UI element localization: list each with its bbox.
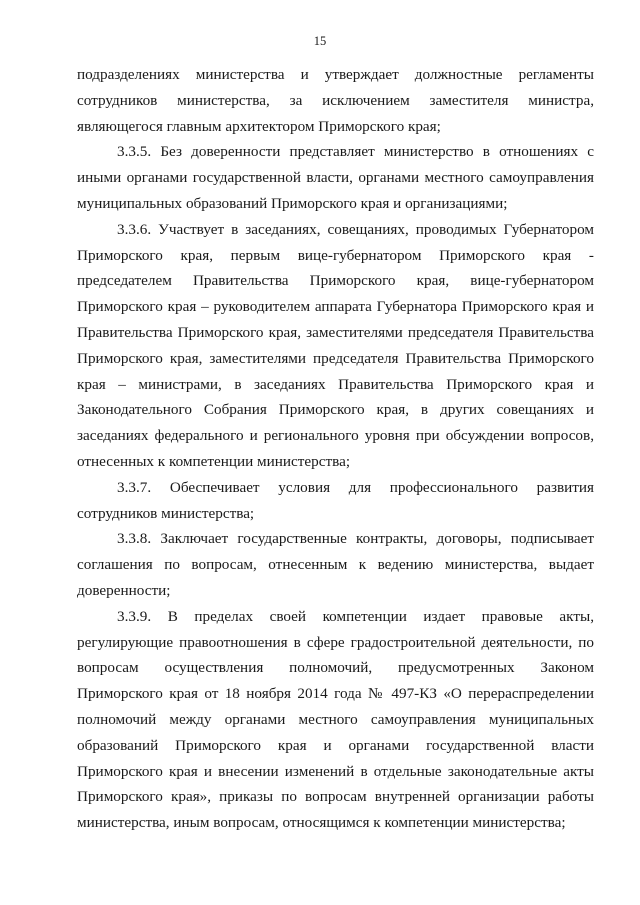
- paragraph-3-3-5: 3.3.5. Без доверенности представляет министерство в отношениях с иными органами государственной власти, органами местного самоуправления муниципальных образований Приморского края и организациями;: [77, 143, 594, 212]
- paragraph-continuation: подразделениях министерства и утверждает должностные регламенты сотрудников министерства, за исключением заместителя министра, являющегося главным архитектором Приморского края;: [77, 66, 594, 135]
- paragraph-3-3-8: 3.3.8. Заключает государственные контракты, договоры, подписывает соглашения по вопросам, отнесенным к ведению министерства, выдает доверенности;: [77, 530, 594, 599]
- paragraph-3-3-9: 3.3.9. В пределах своей компетенции издает правовые акты, регулирующие правоотношения в сфере градостроительной деятельности, по вопросам осуществления полномочий, предусмотренных Законом Приморского края от 18 ноября 2014 года № 497-КЗ «О перераспределении полномочий между органами местного самоуправления муниципальных образований Приморского края и органами государственной власти Приморского края и внесении изменений в отдельные законодательные акты Приморского края», приказы по вопросам внутренней организации работы министерства, иным вопросам, относящимся к компетенции министерства;: [77, 607, 594, 832]
- paragraph-3-3-6: 3.3.6. Участвует в заседаниях, совещаниях, проводимых Губернатором Приморского края, первым вице-губернатором Приморского края - председателем Правительства Приморского края, вице-губернатором Приморского края – руководителем аппарата Губернатора Приморского края и Правительства Приморского края, заместителями председателя Правительства Приморского края, заместителями председателя Правительства Приморского края – министрами, в заседаниях Правительства Приморского края и Законодательного Собрания Приморского края, в других совещаниях и заседаниях федерального и регионального уровня при обсуждении вопросов, отнесенных к компетенции министерства;: [77, 220, 594, 470]
- paragraph-3-3-7: 3.3.7. Обеспечивает условия для профессионального развития сотрудников министерства;: [77, 478, 594, 522]
- document-body: [77, 62, 594, 836]
- page-number: 15: [313, 34, 327, 48]
